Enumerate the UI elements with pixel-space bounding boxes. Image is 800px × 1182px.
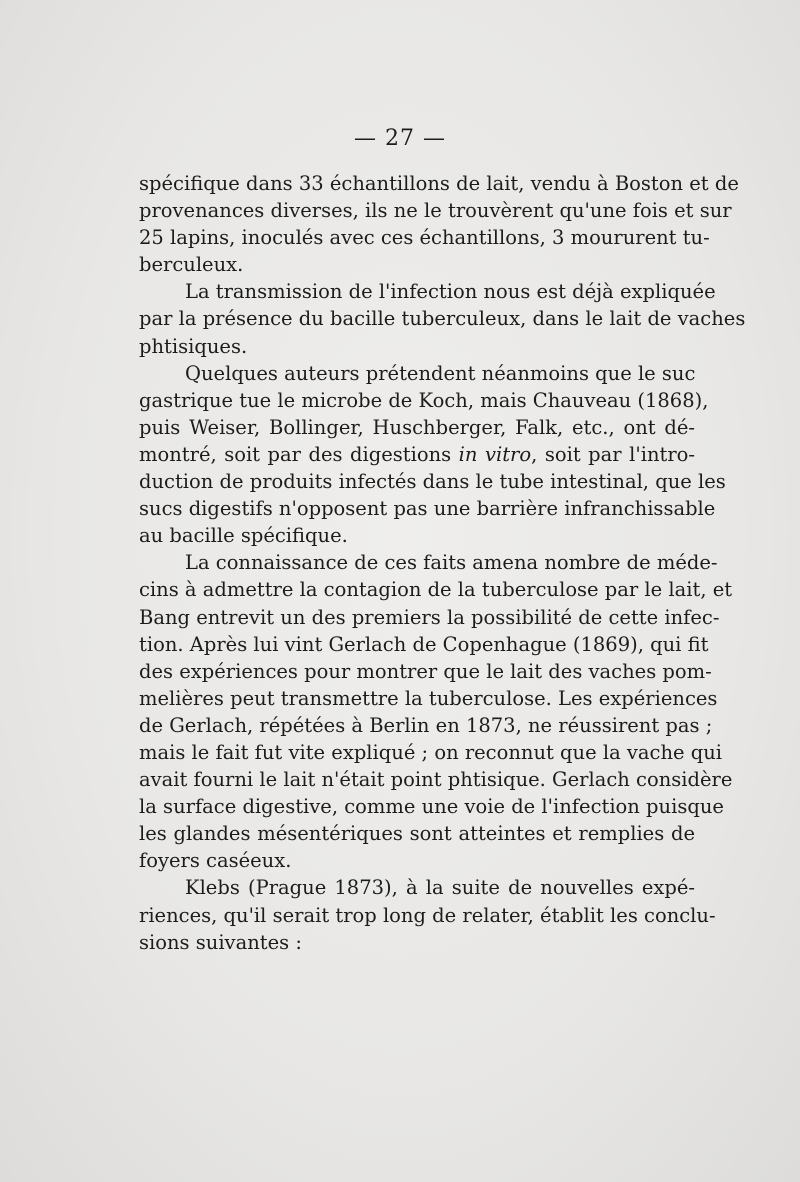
text-line: tion. Après lui vint Gerlach de Copenhague (1869), qui fit (139, 632, 709, 656)
body-text (139, 170, 746, 956)
text-line: spécifique dans 33 échantillons de lait, vendu à Boston et de (139, 172, 739, 195)
text-line-with-italic (139, 441, 695, 468)
paragraph-2 (139, 278, 746, 359)
text-line: Bang entrevit un des premiers la possibilité de cette infec- (139, 605, 720, 629)
text-line: duction de produits infectés dans le tube intestinal, que les (139, 470, 726, 494)
text-line: mais le fait fut vite expliqué ; on reconnut que la vache qui (139, 740, 723, 764)
text-line: puis Weiser, Bollinger, Huschberger, Falk, etc., ont dé- (139, 415, 695, 439)
italic-phrase: in vitro (458, 442, 532, 466)
text-line: avait fourni le lait n'était point phtisique. Gerlach considère (139, 768, 733, 792)
text-line: gastrique tue le microbe de Koch, mais Chauveau (1868), (139, 388, 709, 412)
text-line: foyers caséeux. (139, 849, 292, 873)
text-line: de Gerlach, répétées à Berlin en 1873, ne réussirent pas ; (139, 713, 713, 737)
text-line: par la présence du bacille tuberculeux, dans le lait de vaches (139, 307, 746, 331)
text-line: riences, qu'il serait trop long de relater, établit les conclu- (139, 903, 716, 927)
text-line: la surface digestive, comme une voie de l'infection puisque (139, 795, 724, 819)
line-part-after: , soit par l'intro- (531, 442, 695, 466)
text-line: phtisiques. (139, 334, 248, 358)
text-line: sions suivantes : (139, 930, 302, 954)
line-part-before: montré, soit par des digestions (139, 442, 459, 466)
text-line: La transmission de l'infection nous est déjà expliquée (185, 280, 716, 304)
text-line: provenances diverses, ils ne le trouvèrent qu'une fois et sur (139, 199, 732, 223)
text-line: cins à admettre la contagion de la tuberculose par le lait, et (139, 578, 733, 602)
text-line: au bacille spécifique. (139, 524, 348, 548)
text-line: des expériences pour montrer que le lait des vaches pom- (139, 659, 712, 683)
text-line: 25 lapins, inoculés avec ces échantillons, 3 moururent tu- (139, 226, 710, 250)
text-line: La connaissance de ces faits amena nombre de méde- (185, 551, 718, 575)
paragraph-4 (139, 549, 733, 874)
text-line: berculeux. (139, 253, 244, 277)
text-line: melières peut transmettre la tuberculose. Les expériences (139, 686, 718, 710)
paragraph-3 (139, 360, 726, 550)
paragraph-1 (139, 170, 739, 278)
text-line: Quelques auteurs prétendent néanmoins que le suc (185, 361, 696, 385)
paragraph-5 (139, 874, 716, 955)
page-number: — 27 — (354, 126, 446, 151)
text-line: les glandes mésentériques sont atteintes et remplies de (139, 822, 695, 846)
text-line: sucs digestifs n'opposent pas une barrière infranchissable (139, 497, 716, 521)
text-line: Klebs (Prague 1873), à la suite de nouvelles expé- (185, 876, 695, 900)
